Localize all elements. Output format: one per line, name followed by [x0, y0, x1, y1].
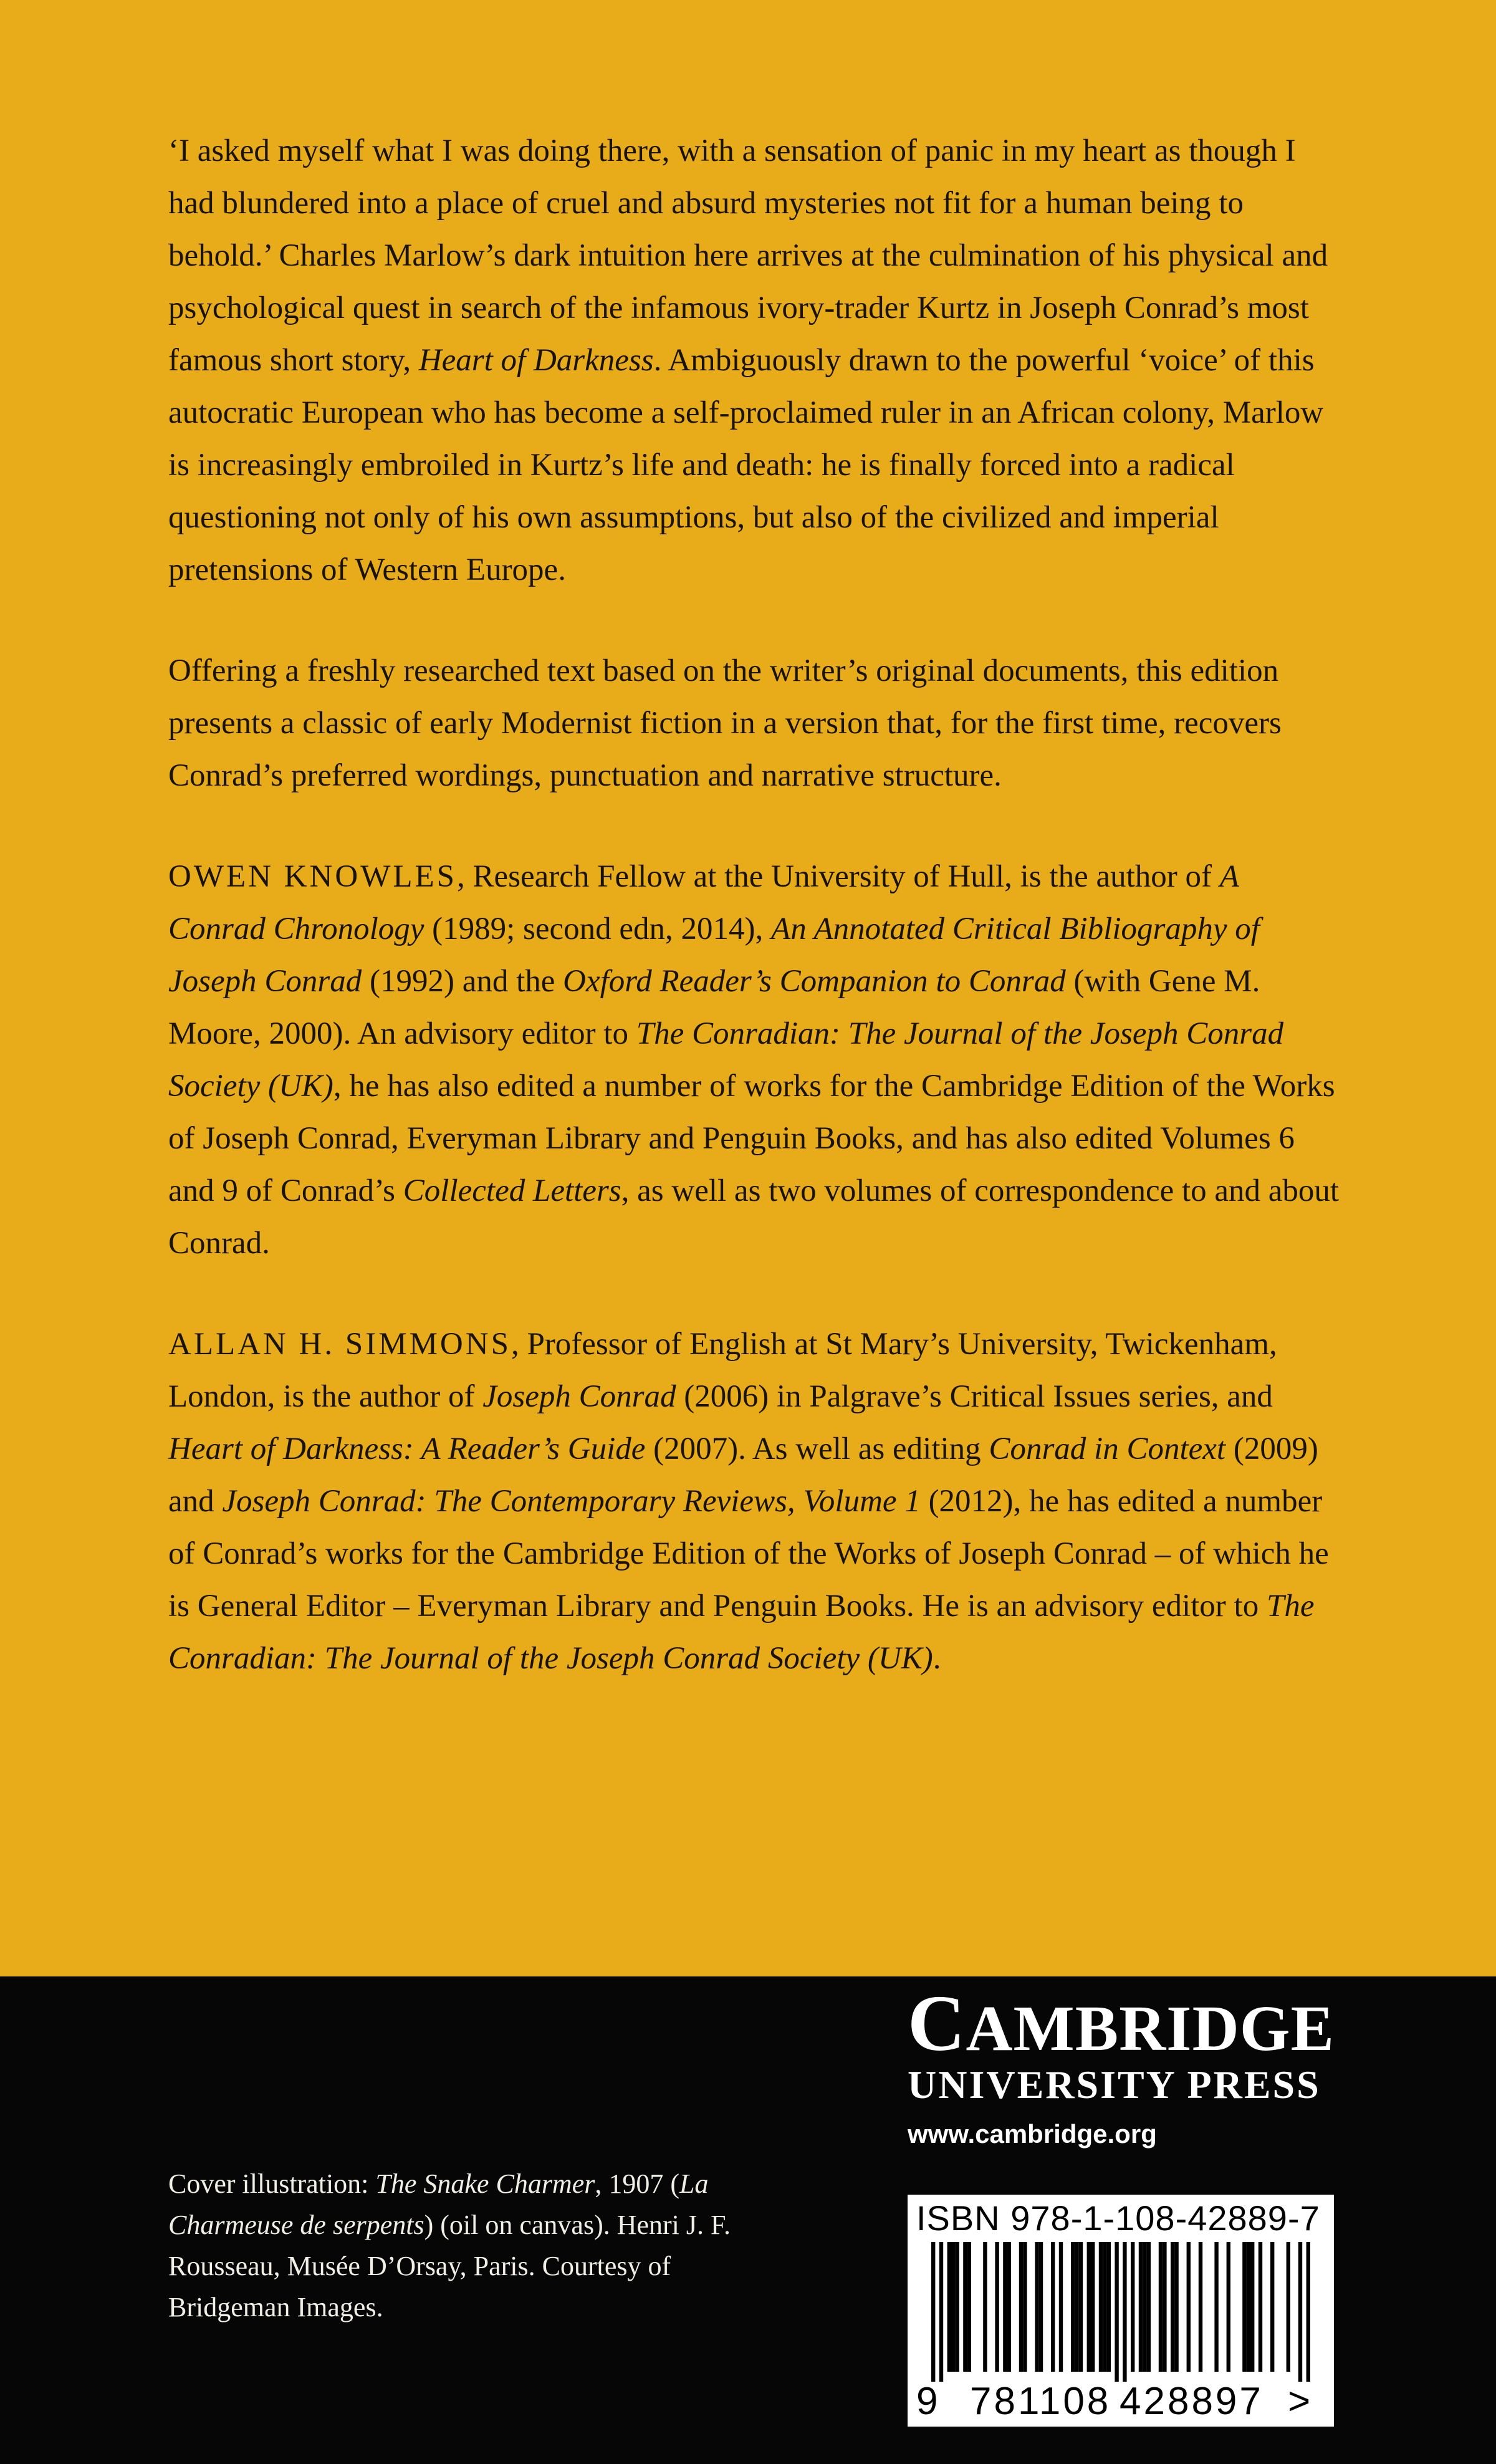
- barcode-bar: [939, 2242, 943, 2382]
- credit-text-run: Cover illustration:: [168, 2168, 376, 2199]
- blurb-text-run: . Ambiguously drawn to the powerful ‘voice’ of this autocratic European who has become a self-proclaimed ruler in an African colony, Marlow is increasingly embroiled in Kurtz’s life and death: he is finally forced into a radical questioning not only of his own assumptions, but also of the civilized and imperial pretensions of Western Europe.: [168, 343, 1324, 587]
- barcode-bar: [1270, 2242, 1274, 2372]
- barcode-bar: [1147, 2242, 1151, 2372]
- barcode-bar: [1247, 2242, 1250, 2372]
- bio-text-run: (2007). As well as editing: [645, 1432, 989, 1466]
- barcode-bar: [1187, 2242, 1191, 2372]
- barcode-bar: [963, 2242, 967, 2372]
- cover-illustration-credit: [168, 2163, 792, 2328]
- barcode-bar: [1075, 2242, 1078, 2372]
- barcode-bar: [1171, 2242, 1174, 2372]
- publisher-initial: C: [908, 1979, 966, 2067]
- barcode-bar: [1091, 2242, 1095, 2372]
- publisher-url: www.cambridge.org: [908, 2119, 1157, 2149]
- barcode-bar: [1143, 2242, 1146, 2372]
- credit-text-run: ) (oil on canvas). Henri J. F. Rousseau, Musée D’Orsay, Paris. Courtesy of Bridgeman Images.: [168, 2210, 731, 2322]
- barcode-bar: [1131, 2242, 1134, 2372]
- barcode-bar: [1287, 2242, 1290, 2372]
- barcode-bar: [1259, 2242, 1262, 2372]
- bio-text-run: , Research Fellow at the University of Hull, is the author of: [457, 859, 1220, 894]
- author-name: OWEN KNOWLES: [168, 859, 457, 894]
- barcode-bar: [931, 2242, 935, 2382]
- blurb-text-run: ‘I asked myself what I was doing there, with a sensation of panic in my heart as though I had blundered into a place of cruel and absurd mysteries not fit for a human being to behold.’ Charles Marlow’s dark intuition here arrives at the culmination of his physical and psychological quest in search of the infamous ivory-trader Kurtz in Joseph Conrad’s most famous short story,: [168, 133, 1328, 378]
- barcode-bar: [1159, 2242, 1163, 2372]
- bio-text-run: , Professor of English at St Mary’s University, Twickenham, London, is the author of: [168, 1327, 1277, 1414]
- barcode-bar: [1087, 2242, 1091, 2372]
- work-title: The Conradian: The Journal of the Joseph Conrad Society (UK): [168, 1016, 1284, 1104]
- bio-text-run: .: [933, 1641, 941, 1676]
- credit-text-run: , 1907 (: [595, 2168, 680, 2199]
- bio-text-run: (2006) in Palgrave’s Critical Issues series, and: [676, 1379, 1273, 1414]
- work-title: An Annotated Critical Bibliography of Joseph Conrad: [168, 912, 1260, 999]
- barcode-right-digits: 428897: [1120, 2380, 1263, 2423]
- work-title: Joseph Conrad: The Contemporary Reviews, Volume 1: [222, 1484, 921, 1519]
- barcode-bar: [947, 2242, 951, 2372]
- barcode-bar: [1199, 2242, 1202, 2372]
- barcode-bar: [1123, 2242, 1126, 2382]
- barcode-bar: [1079, 2242, 1083, 2372]
- barcode-bar: [955, 2242, 959, 2372]
- work-title: The Conradian: The Journal of the Joseph Conrad Society (UK): [168, 1589, 1315, 1676]
- barcode-bar: [1107, 2242, 1111, 2372]
- barcode-bar: [1139, 2242, 1143, 2372]
- barcode-bars: [913, 2242, 1329, 2382]
- barcode-bar: [1307, 2242, 1310, 2382]
- cambridge-logo: [908, 1979, 1356, 2153]
- blurb-text: [168, 125, 1340, 1733]
- work-title: Conrad in Context: [989, 1432, 1226, 1466]
- barcode-lead-digit: 9: [916, 2380, 938, 2423]
- barcode-bar: [1103, 2242, 1106, 2372]
- barcode-bar: [1242, 2242, 1246, 2372]
- work-title: Heart of Darkness: A Reader’s Guide: [168, 1432, 646, 1466]
- barcode-bar: [1227, 2242, 1230, 2372]
- blurb-paragraph-2: Offering a freshly researched text based on the writer’s original documents, this edition presents a classic of early Modernist fiction in a version that, for the first time, recovers Conrad’s preferred wordings, punctuation and narrative structure.: [168, 653, 1282, 793]
- book-title-italic: Heart of Darkness: [418, 343, 654, 378]
- bio-allan-simmons: [168, 1318, 1340, 1685]
- isbn-barcode: [908, 2195, 1334, 2427]
- work-title: Joseph Conrad: [482, 1379, 676, 1414]
- barcode-bar: [1174, 2242, 1178, 2372]
- author-name: ALLAN H. SIMMONS: [168, 1327, 511, 1362]
- bio-text-run: (1992) and the: [362, 964, 563, 999]
- barcode-bar: [1035, 2242, 1038, 2372]
- artwork-title: The Snake Charmer: [375, 2168, 595, 2199]
- work-title: Collected Letters: [403, 1173, 621, 1208]
- bio-text-run: (1989; second edn, 2014),: [424, 912, 772, 946]
- barcode-bar: [1250, 2242, 1254, 2372]
- barcode-bar: [1163, 2242, 1166, 2372]
- barcode-quiet-zone-arrow: >: [1288, 2380, 1311, 2423]
- barcode-bar: [967, 2242, 971, 2372]
- barcode-bar: [983, 2242, 987, 2372]
- bio-owen-knowles: [168, 850, 1340, 1269]
- barcode-bar: [1298, 2242, 1302, 2382]
- publisher-name: [908, 1979, 1356, 2067]
- barcode-bar: [995, 2242, 999, 2372]
- bio-text-run: (2012), he has edited a number of Conrad’s works for the Cambridge Edition of the Works of Joseph Conrad – of which he is General Editor – Everyman Library and Penguin Books. He is an advisory editor to: [168, 1484, 1329, 1624]
- blurb-paragraph-1: [168, 125, 1340, 596]
- bio-text-run: , he has also edited a number of works for the Cambridge Edition of the Works of Joseph Conrad, Everyman Library and Penguin Books, and has also edited Volumes 6 and 9 of Conrad’s: [168, 1069, 1335, 1208]
- isbn-label: ISBN 978-1-108-42889-7: [916, 2198, 1320, 2238]
- bio-text-run: (2009) and: [168, 1432, 1318, 1519]
- barcode-bar: [1023, 2242, 1027, 2372]
- barcode-bar: [1039, 2242, 1043, 2372]
- barcode-bar: [1214, 2242, 1218, 2372]
- work-title: A Conrad Chronology: [168, 859, 1239, 946]
- publisher-name-rest: AMBRIDGE: [966, 1993, 1335, 2064]
- barcode-bar: [951, 2242, 955, 2372]
- publisher-subtitle: UNIVERSITY PRESS: [908, 2062, 1321, 2107]
- artwork-title-french: La Charmeuse de serpents: [168, 2168, 709, 2240]
- bio-text-run: , as well as two volumes of correspondence to and about Conrad.: [168, 1173, 1340, 1261]
- barcode-bar: [1007, 2242, 1011, 2372]
- barcode-bar: [1059, 2242, 1063, 2372]
- barcode-bar: [1003, 2242, 1007, 2372]
- work-title: Oxford Reader’s Companion to Conrad: [563, 964, 1066, 999]
- bio-text-run: (with Gene M. Moore, 2000). An advisory editor to: [168, 964, 1260, 1051]
- barcode-bar: [1115, 2242, 1118, 2382]
- barcode-bar: [1019, 2242, 1023, 2372]
- barcode-bar: [1051, 2242, 1055, 2372]
- barcode-left-digits: 781108: [970, 2380, 1111, 2423]
- barcode-bar: [1099, 2242, 1103, 2372]
- barcode-bar: [1071, 2242, 1075, 2372]
